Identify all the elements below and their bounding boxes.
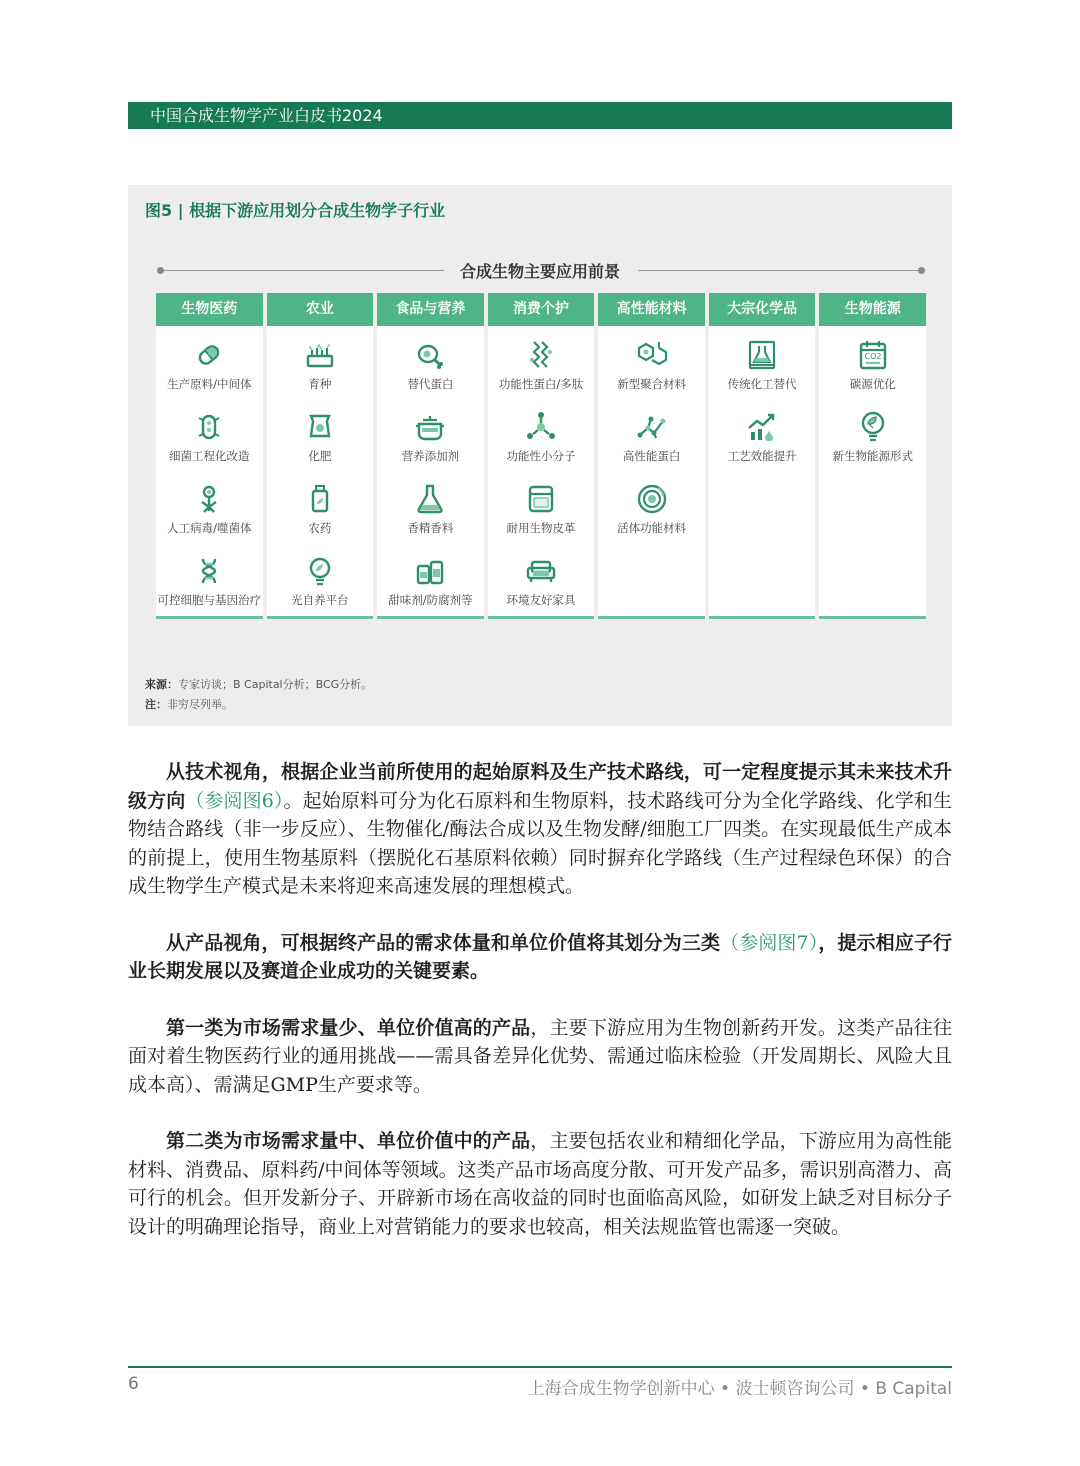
seed-tray-icon — [267, 338, 374, 374]
meat-icon — [377, 338, 484, 374]
polymer-icon — [598, 338, 705, 374]
item-label: 细菌工程化改造 — [169, 449, 250, 463]
source-text: 专家访谈；B Capital分析；BCG分析。 — [178, 678, 373, 691]
application-column — [598, 293, 705, 619]
paragraph-product-view — [128, 929, 952, 986]
application-column — [488, 293, 595, 619]
item-label: 耐用生物皮革 — [506, 521, 576, 535]
page-number: 6 — [128, 1374, 139, 1394]
capsule-icon — [156, 338, 263, 374]
item-label: 碳源优化 — [849, 377, 896, 391]
lab-beaker-icon — [709, 338, 816, 374]
column-items — [377, 326, 484, 622]
column-header: 大宗化学品 — [709, 293, 816, 326]
application-columns — [156, 293, 926, 619]
application-column — [156, 293, 263, 619]
bacteria-icon — [156, 410, 263, 446]
application-item — [709, 338, 816, 406]
column-items — [709, 326, 816, 478]
virus-icon — [156, 482, 263, 518]
pesticide-bottle-icon — [267, 482, 374, 518]
application-item — [819, 338, 926, 406]
item-label: 活体功能材料 — [617, 521, 687, 535]
banner-title-text: 合成生物主要应用前景 — [450, 262, 630, 281]
peptide-icon — [488, 338, 595, 374]
column-header: 生物能源 — [819, 293, 926, 326]
paragraph-lead: 第二类为市场需求量中、单位价值中的产品 — [166, 1130, 531, 1152]
item-label: 高性能蛋白 — [622, 449, 681, 463]
application-column — [709, 293, 816, 619]
item-label: 功能性蛋白/多肽 — [498, 377, 584, 391]
item-label: 人工病毒/噬菌体 — [167, 521, 252, 535]
application-item — [267, 554, 374, 622]
application-item — [488, 554, 595, 622]
paragraph-body: 。起始原料可分为化石原料和生物原料，技术路线可分为全化学路线、化学和生物结合路线（非一步反应）、生物催化/酶法合成以及生物发酵/细胞工厂四类。在实现最低生产成本的前提上，使用生物基原料（摆脱化石基原料依赖）同时摒弃化学路线（生产过程绿色环保）的合成生物学生产模式是未来将迎来高速发展的理想模式。 — [128, 789, 952, 897]
paragraph-body: ，主要下游应用为生物创新药开发。这类产品往往面对着生物医药行业的通用挑战——需具备差异化优势、需通过临床检验（开发周期长、风险大且成本高）、需满足GMP生产要求等。 — [128, 1016, 952, 1096]
figure-title: 图5 | 根据下游应用划分合成生物学子行业 — [145, 201, 446, 220]
figure-panel — [128, 185, 952, 726]
application-item — [819, 410, 926, 478]
note-text: 非穷尽列举。 — [167, 698, 233, 711]
figure-source — [145, 676, 372, 692]
application-item — [709, 410, 816, 478]
column-items — [819, 326, 926, 478]
note-label: 注： — [145, 698, 167, 711]
light-bulb-leaf-icon — [267, 554, 374, 590]
application-item — [598, 410, 705, 478]
column-header: 食品与营养 — [377, 293, 484, 326]
application-column — [377, 293, 484, 619]
paragraph-category-two — [128, 1127, 952, 1241]
application-item — [598, 338, 705, 406]
column-items — [267, 326, 374, 622]
paragraph-category-one — [128, 1014, 952, 1100]
flask-icon — [377, 482, 484, 518]
protein-network-icon — [598, 410, 705, 446]
application-item — [267, 338, 374, 406]
item-label: 传统化工替代 — [727, 377, 797, 391]
application-item — [488, 410, 595, 478]
application-item — [377, 410, 484, 478]
application-item — [156, 554, 263, 622]
figure-note — [145, 696, 233, 712]
bio-energy-icon — [819, 410, 926, 446]
running-header: 中国合成生物学产业白皮书2024 — [128, 102, 952, 129]
application-item — [377, 554, 484, 622]
item-label: 光自养平台 — [291, 593, 349, 607]
item-label: 新生物能源形式 — [832, 449, 913, 463]
paragraph-body: ，主要包括农业和精细化学品，下游应用为高性能材料、消费品、原料药/中间体等领域。这类产品市场高度分散、可开发产品多，需识别高潜力、高可行的机会。但开发新分子、开辟新市场在高收益的同时也面临高风险，如研发上缺乏对目标分子设计的明确理论指导，商业上对营销能力的要求也较高，相关法规监管也需逐一突破。 — [128, 1130, 952, 1238]
footer-credits: 上海合成生物学创新中心 • 波士顿咨询公司 • B Capital — [527, 1379, 952, 1399]
molecule-icon — [488, 410, 595, 446]
application-item — [156, 338, 263, 406]
item-label: 功能性小分子 — [506, 449, 576, 463]
application-item — [377, 482, 484, 550]
svg-text:CO2: CO2 — [864, 352, 882, 361]
paragraph-body: ，提示相应子行业长期发展以及赛道企业成功的关键要素。 — [128, 931, 952, 982]
leather-icon — [488, 482, 595, 518]
footer-rule — [128, 1366, 952, 1368]
living-material-icon — [598, 482, 705, 518]
application-item — [267, 410, 374, 478]
item-label: 替代蛋白 — [407, 377, 454, 391]
item-label: 育种 — [308, 377, 332, 391]
application-item — [598, 482, 705, 550]
fertilizer-bag-icon — [267, 410, 374, 446]
column-items — [156, 326, 263, 622]
column-header: 高性能材料 — [598, 293, 705, 326]
paragraph-tech-view — [128, 758, 952, 901]
application-item — [377, 338, 484, 406]
application-item — [488, 482, 595, 550]
application-item — [156, 482, 263, 550]
item-label: 甜味剂/防腐剂等 — [388, 593, 473, 607]
column-header: 农业 — [267, 293, 374, 326]
application-item — [267, 482, 374, 550]
item-label: 营养添加剂 — [401, 449, 460, 463]
item-label: 新型聚合材料 — [617, 377, 687, 391]
item-label: 化肥 — [308, 449, 332, 463]
application-item — [488, 338, 595, 406]
item-label: 香精香料 — [407, 521, 454, 535]
jars-icon — [377, 554, 484, 590]
dna-icon — [156, 554, 263, 590]
banner-title — [128, 259, 952, 282]
source-label: 来源： — [145, 678, 178, 691]
sofa-icon — [488, 554, 595, 590]
application-item — [156, 410, 263, 478]
column-header: 消费个护 — [488, 293, 595, 326]
paragraph-lead: 从技术视角，根据企业当前所使用的起始原料及生产技术路线，可一定程度提示其未来技术升级方向 — [128, 761, 952, 812]
growth-chart-icon — [709, 410, 816, 446]
item-label: 可控细胞与基因治疗 — [157, 593, 262, 607]
column-items — [598, 326, 705, 550]
column-header: 生物医药 — [156, 293, 263, 326]
item-label: 农药 — [308, 521, 332, 535]
paragraph-lead: 第一类为市场需求量少、单位价值高的产品 — [166, 1016, 531, 1039]
pot-icon — [377, 410, 484, 446]
co2-calendar-icon — [819, 338, 926, 374]
item-label: 环境友好家具 — [506, 593, 576, 607]
paragraph-lead: 从产品视角，可根据终产品的需求体量和单位价值将其划分为三类 — [166, 931, 721, 954]
figure-reference-link[interactable]: （参阅图6） — [185, 789, 284, 812]
item-label: 生产原料/中间体 — [167, 377, 252, 391]
application-column — [819, 293, 926, 619]
column-items — [488, 326, 595, 622]
figure-reference-link[interactable]: （参阅图7） — [720, 931, 819, 954]
application-column — [267, 293, 374, 619]
item-label: 工艺效能提升 — [727, 449, 797, 463]
body-text — [128, 758, 952, 1269]
